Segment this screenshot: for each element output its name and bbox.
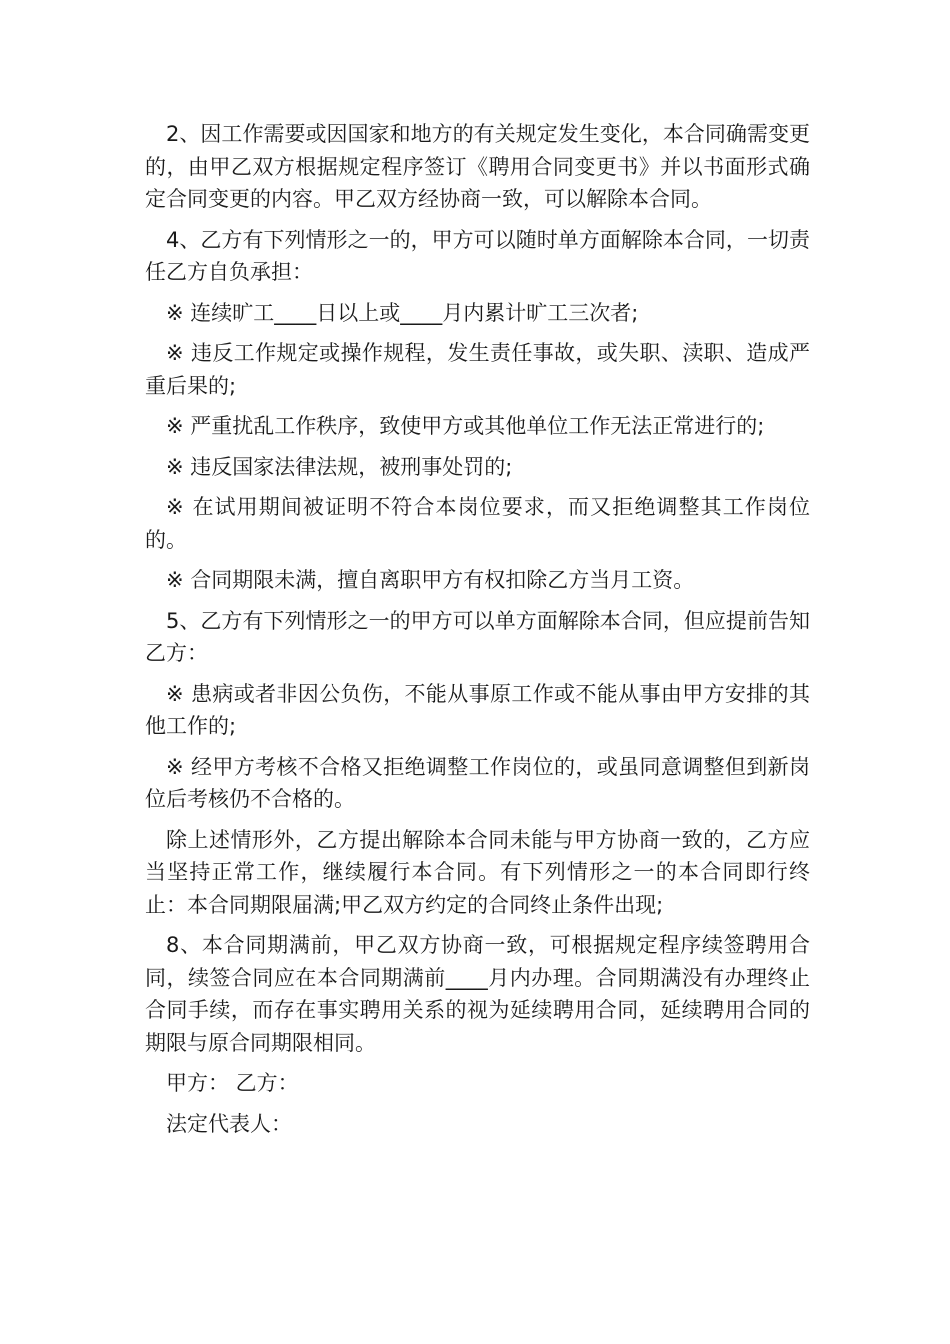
signature-parties: 甲方： 乙方： [166,1071,299,1095]
list-item-criminal-penalty: ※ 违反国家法律法规，被刑事处罚的; [166,454,513,479]
paragraph-termination: 除上述情形外，乙方提出解除本合同未能与甲方协商一致的，乙方应当坚持正常工作，继续履行本合同。有下列情形之一的本合同即行终止：本合同期限届满;甲乙双方约定的合同终止条件出现; [145,827,810,917]
document-body [145,118,810,1140]
list-item-disruption: ※ 严重扰乱工作秩序，致使甲方或其他单位工作无法正常进行的; [166,414,765,438]
paragraph-clause-8: 8、本合同期满前，甲乙双方协商一致，可根据规定程序续签聘用合同，续签合同应在本合同期满前____月内办理。合同期满没有办理终止合同手续，而存在事实聘用关系的视为延续聘用合同，延续聘用合同的期限与原合同期限相同。 [145,933,810,1055]
list-item-illness: ※ 患病或者非因公负伤，不能从事原工作或不能从事由甲方安排的其他工作的; [145,681,810,738]
paragraph-clause-4: 4、乙方有下列情形之一的，甲方可以随时单方面解除本合同，一切责任乙方自负承担： [145,227,810,284]
paragraph-clause-5: 5、乙方有下列情形之一的甲方可以单方面解除本合同，但应提前告知乙方： [145,608,810,665]
list-item-probation: ※ 在试用期间被证明不符合本岗位要求，而又拒绝调整其工作岗位的。 [145,495,810,552]
signature-legal-representative: 法定代表人： [166,1111,292,1136]
list-item-assessment: ※ 经甲方考核不合格又拒绝调整工作岗位的，或虽同意调整但到新岗位后考核仍不合格的。 [145,754,810,811]
list-item-absenteeism: ※ 连续旷工____日以上或____月内累计旷工三次者; [166,300,639,325]
list-item-violation-rules: ※ 违反工作规定或操作规程，发生责任事故，或失职、渎职、造成严重后果的; [145,341,810,398]
paragraph-clause-2: 2、因工作需要或因国家和地方的有关规定发生变化，本合同确需变更的，由甲乙双方根据规定程序签订《聘用合同变更书》并以书面形式确定合同变更的内容。甲乙双方经协商一致，可以解除本合同。 [145,122,810,211]
list-item-early-leave: ※ 合同期限未满，擅自离职甲方有权扣除乙方当月工资。 [166,568,695,592]
